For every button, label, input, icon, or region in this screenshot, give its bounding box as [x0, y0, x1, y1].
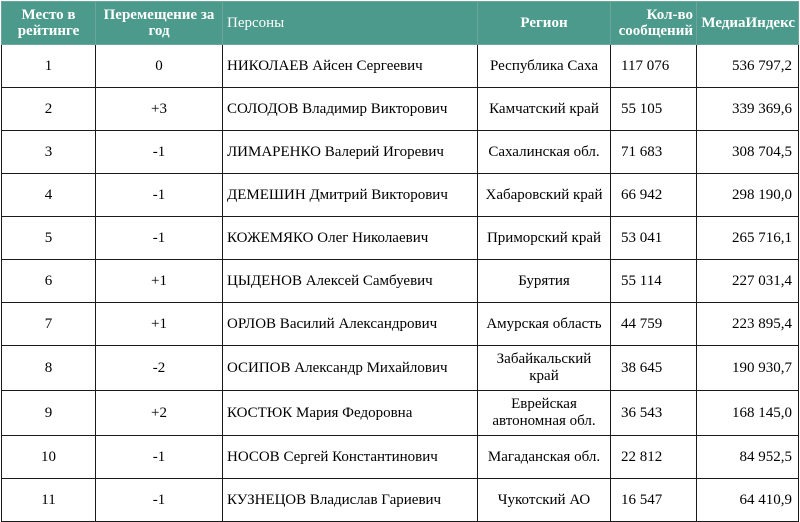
cell-region: Забайкальский край — [478, 346, 611, 391]
cell-media-index: 223 895,4 — [697, 303, 799, 346]
cell-move: -1 — [96, 217, 223, 260]
header-person: Персоны — [223, 2, 478, 45]
cell-region: Чукотский АО — [478, 479, 611, 522]
cell-person: ОРЛОВ Василий Александрович — [223, 303, 478, 346]
cell-messages: 117 076 — [611, 45, 697, 88]
cell-move: 0 — [96, 45, 223, 88]
cell-region: Приморский край — [478, 217, 611, 260]
cell-person: ДЕМЕШИН Дмитрий Викторович — [223, 174, 478, 217]
header-media-index: МедиаИндекс — [697, 2, 799, 45]
table-row — [2, 346, 799, 391]
cell-place: 11 — [2, 479, 96, 522]
table-row — [2, 303, 799, 346]
cell-move: -1 — [96, 174, 223, 217]
table-row — [2, 217, 799, 260]
table-header-row — [2, 2, 799, 45]
cell-messages: 53 041 — [611, 217, 697, 260]
cell-media-index: 339 369,6 — [697, 88, 799, 131]
cell-region: Камчатский край — [478, 88, 611, 131]
cell-place: 6 — [2, 260, 96, 303]
cell-place: 9 — [2, 391, 96, 436]
cell-place: 4 — [2, 174, 96, 217]
cell-media-index: 308 704,5 — [697, 131, 799, 174]
table-row — [2, 260, 799, 303]
cell-region: Магаданская обл. — [478, 436, 611, 479]
table-row — [2, 436, 799, 479]
cell-person: ОСИПОВ Александр Михайлович — [223, 346, 478, 391]
cell-media-index: 64 410,9 — [697, 479, 799, 522]
cell-media-index: 298 190,0 — [697, 174, 799, 217]
cell-messages: 71 683 — [611, 131, 697, 174]
cell-messages: 44 759 — [611, 303, 697, 346]
cell-region: Бурятия — [478, 260, 611, 303]
cell-messages: 22 812 — [611, 436, 697, 479]
cell-media-index: 190 930,7 — [697, 346, 799, 391]
cell-messages: 66 942 — [611, 174, 697, 217]
cell-place: 5 — [2, 217, 96, 260]
cell-place: 10 — [2, 436, 96, 479]
cell-media-index: 265 716,1 — [697, 217, 799, 260]
cell-media-index: 168 145,0 — [697, 391, 799, 436]
header-messages: Кол-во сообщений — [611, 2, 697, 45]
table-row — [2, 88, 799, 131]
cell-move: -1 — [96, 479, 223, 522]
cell-messages: 16 547 — [611, 479, 697, 522]
cell-messages: 55 105 — [611, 88, 697, 131]
cell-place: 8 — [2, 346, 96, 391]
cell-messages: 38 645 — [611, 346, 697, 391]
header-place: Место в рейтинге — [2, 2, 96, 45]
table-row — [2, 174, 799, 217]
cell-place: 2 — [2, 88, 96, 131]
cell-move: -2 — [96, 346, 223, 391]
cell-person: ЛИМАРЕНКО Валерий Игоревич — [223, 131, 478, 174]
cell-person: КУЗНЕЦОВ Владислав Гариевич — [223, 479, 478, 522]
cell-person: СОЛОДОВ Владимир Викторович — [223, 88, 478, 131]
cell-person: НОСОВ Сергей Константинович — [223, 436, 478, 479]
cell-move: +3 — [96, 88, 223, 131]
cell-messages: 36 543 — [611, 391, 697, 436]
cell-place: 7 — [2, 303, 96, 346]
cell-person: КОСТЮК Мария Федоровна — [223, 391, 478, 436]
table-row — [2, 391, 799, 436]
table-row — [2, 131, 799, 174]
cell-move: -1 — [96, 131, 223, 174]
header-move: Перемещение за год — [96, 2, 223, 45]
cell-messages: 55 114 — [611, 260, 697, 303]
header-region: Регион — [478, 2, 611, 45]
table-row — [2, 479, 799, 522]
cell-region: Еврейская автономная обл. — [478, 391, 611, 436]
ranking-table — [1, 1, 799, 522]
cell-move: +1 — [96, 303, 223, 346]
cell-person: НИКОЛАЕВ Айсен Сергеевич — [223, 45, 478, 88]
cell-region: Сахалинская обл. — [478, 131, 611, 174]
cell-move: -1 — [96, 436, 223, 479]
cell-move: +2 — [96, 391, 223, 436]
cell-person: КОЖЕМЯКО Олег Николаевич — [223, 217, 478, 260]
cell-place: 3 — [2, 131, 96, 174]
cell-move: +1 — [96, 260, 223, 303]
cell-media-index: 227 031,4 — [697, 260, 799, 303]
cell-region: Республика Саха — [478, 45, 611, 88]
table-row — [2, 45, 799, 88]
cell-place: 1 — [2, 45, 96, 88]
cell-person: ЦЫДЕНОВ Алексей Самбуевич — [223, 260, 478, 303]
cell-region: Амурская область — [478, 303, 611, 346]
cell-media-index: 536 797,2 — [697, 45, 799, 88]
cell-media-index: 84 952,5 — [697, 436, 799, 479]
cell-region: Хабаровский край — [478, 174, 611, 217]
